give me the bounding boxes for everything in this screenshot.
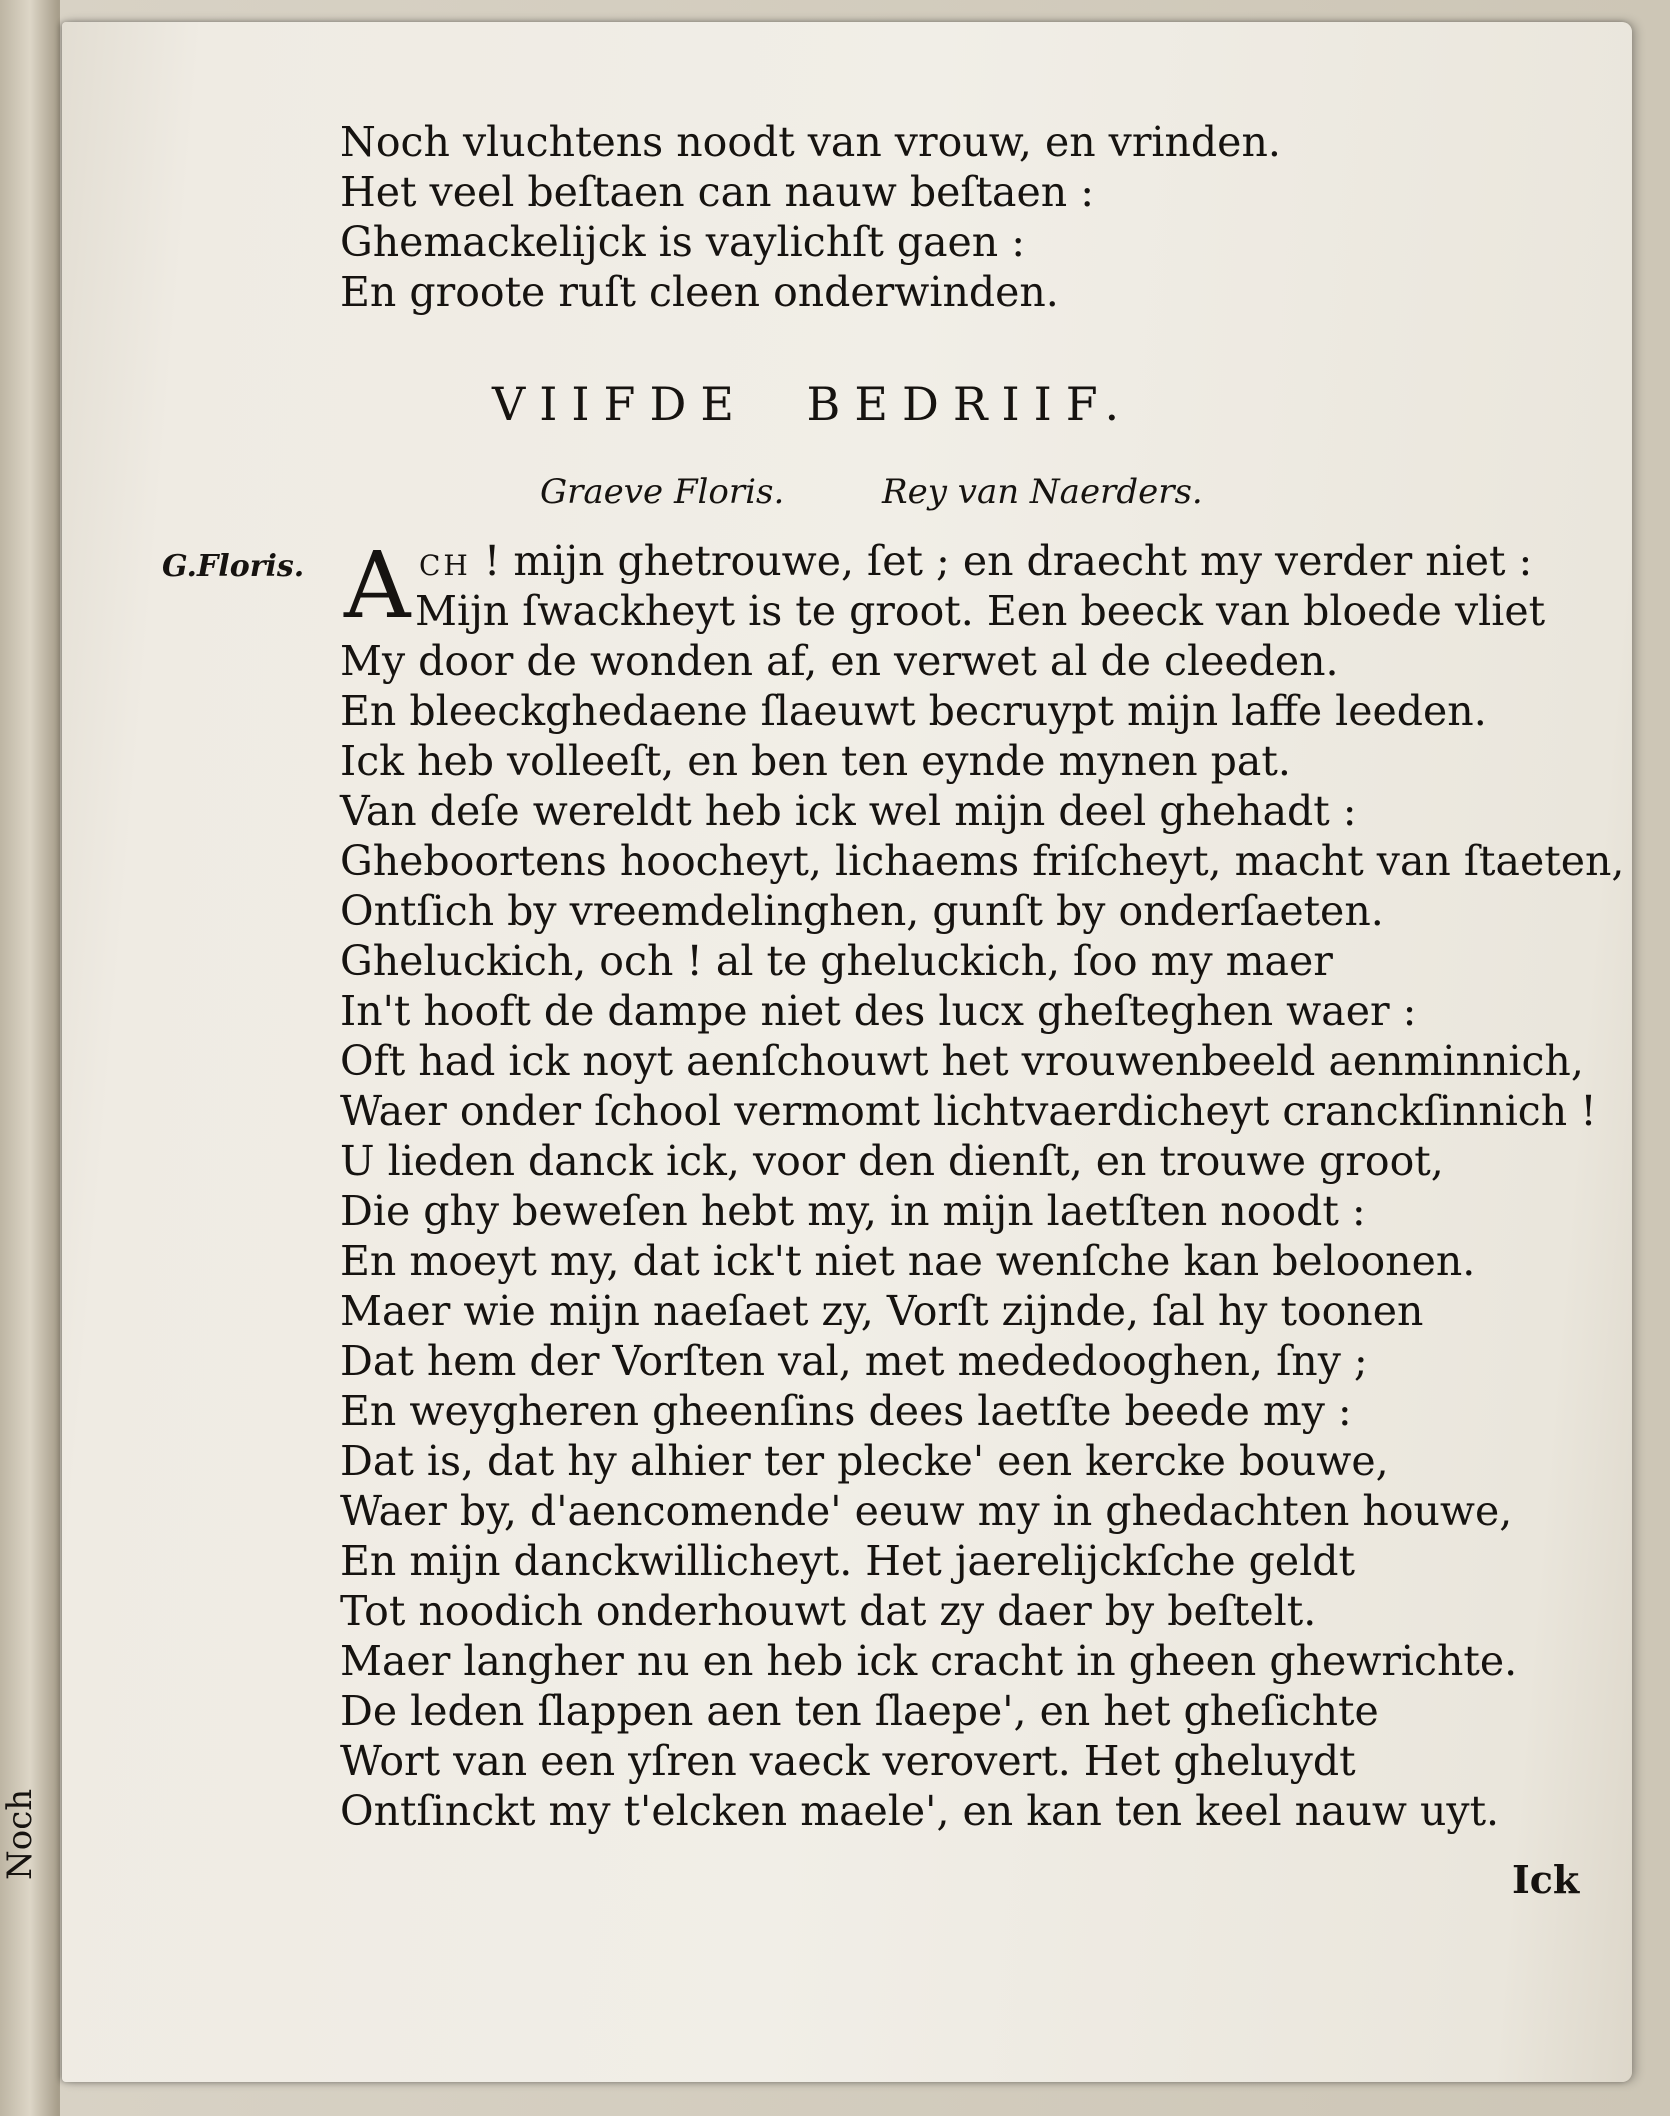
recto-page (62, 22, 1632, 2082)
verse-line: En weygheren gheenſins dees laetſte beede my : (340, 1387, 1352, 1435)
verse-line: Ick heb volleeſt, en ben ten eynde mynen pat. (340, 737, 1291, 785)
verse-line: Dat hem der Vorſten val, met mededooghen, ſny ; (340, 1337, 1368, 1385)
verse-line: Ontſich by vreemdelinghen, gunſt by onderſaeten. (340, 887, 1384, 935)
verse-line: Dat is, dat hy alhier ter plecke' een kercke bouwe, (340, 1437, 1389, 1485)
verse-line: Waer onder ſchool vermomt lichtvaerdicheyt cranckſinnich ! (340, 1087, 1597, 1135)
persona-graeve-floris: Graeve Floris. (540, 472, 785, 512)
act-heading: VIIFDE BEDRIIF. (492, 377, 1134, 431)
verse-line: Waer by, d'aencomende' eeuw my in ghedachten houwe, (340, 1487, 1513, 1535)
verse-line: Maer wie mijn naeſaet zy, Vorſt zijnde, ſal hy toonen (340, 1287, 1424, 1335)
verse-line: Het veel beſtaen can nauw beſtaen : (340, 168, 1095, 216)
verse-line: Tot noodich onderhouwt dat zy daer by beſtelt. (340, 1587, 1317, 1635)
catchword: Ick (1512, 1857, 1580, 1902)
verse-line: Oft had ick noyt aenſchouwt het vrouwenbeeld aenminnich, (340, 1037, 1584, 1085)
verse-line: En groote ruſt cleen onderwinden. (340, 268, 1059, 316)
verse-line: Wort van een yſren vaeck verovert. Het gheluydt (340, 1737, 1356, 1785)
verse-line: Ontſinckt my t'elcken maele', en kan ten keel nauw uyt. (340, 1787, 1500, 1835)
verse-line: In't hooft de dampe niet des lucx gheſteghen waer : (340, 987, 1417, 1035)
verse-line: U lieden danck ick, voor den dienſt, en trouwe groot, (340, 1137, 1444, 1185)
first-line-rest: ! mijn ghetrouwe, ſet ; en draecht my verder niet : (483, 537, 1533, 585)
verse-line: Maer langher nu en heb ick cracht in gheen ghewrichte. (340, 1637, 1518, 1685)
verse-line: En bleeckghedaene ſlaeuwt becruypt mijn laffe leeden. (340, 687, 1487, 735)
first-verse-line (419, 536, 1532, 591)
verse-line: En moeyt my, dat ick't niet nae wenſche kan beloonen. (340, 1237, 1476, 1285)
speaker-label: G.Floris. (162, 549, 305, 584)
verse-line: Ghemackelijck is vaylichſt gaen : (340, 218, 1026, 266)
verso-fragment: Noch (0, 1788, 40, 1880)
stanza-end (340, 117, 1281, 317)
verse-line: En mijn danckwillicheyt. Het jaerelijckſche geldt (340, 1537, 1356, 1585)
verse-line: Noch vluchtens noodt van vrouw, en vrinden. (340, 118, 1281, 166)
verse-line: Gheluckich, och ! al te gheluckich, ſoo my maer (340, 937, 1333, 985)
verse-line: Gheboortens hoocheyt, lichaems friſcheyt, macht van ſtaeten, (340, 837, 1625, 885)
persona-rey-van-naerders: Rey van Naerders. (882, 472, 1203, 512)
verse-line: Van deſe wereldt heb ick wel mijn deel ghehadt : (340, 787, 1357, 835)
drop-capital: A (344, 532, 411, 639)
verse-line: De leden ſlappen aen ten ſlaepe', en het gheſichte (340, 1687, 1379, 1735)
small-caps-text: CH (419, 549, 471, 582)
verse-line: Die ghy beweſen hebt my, in mijn laetſten noodt : (340, 1187, 1366, 1235)
verse-line: My door de wonden af, en verwet al de cleeden. (340, 637, 1339, 685)
speech (340, 586, 1624, 1836)
verse-line: Mijn ſwackheyt is te groot. Een beeck van bloede vliet (415, 587, 1546, 635)
